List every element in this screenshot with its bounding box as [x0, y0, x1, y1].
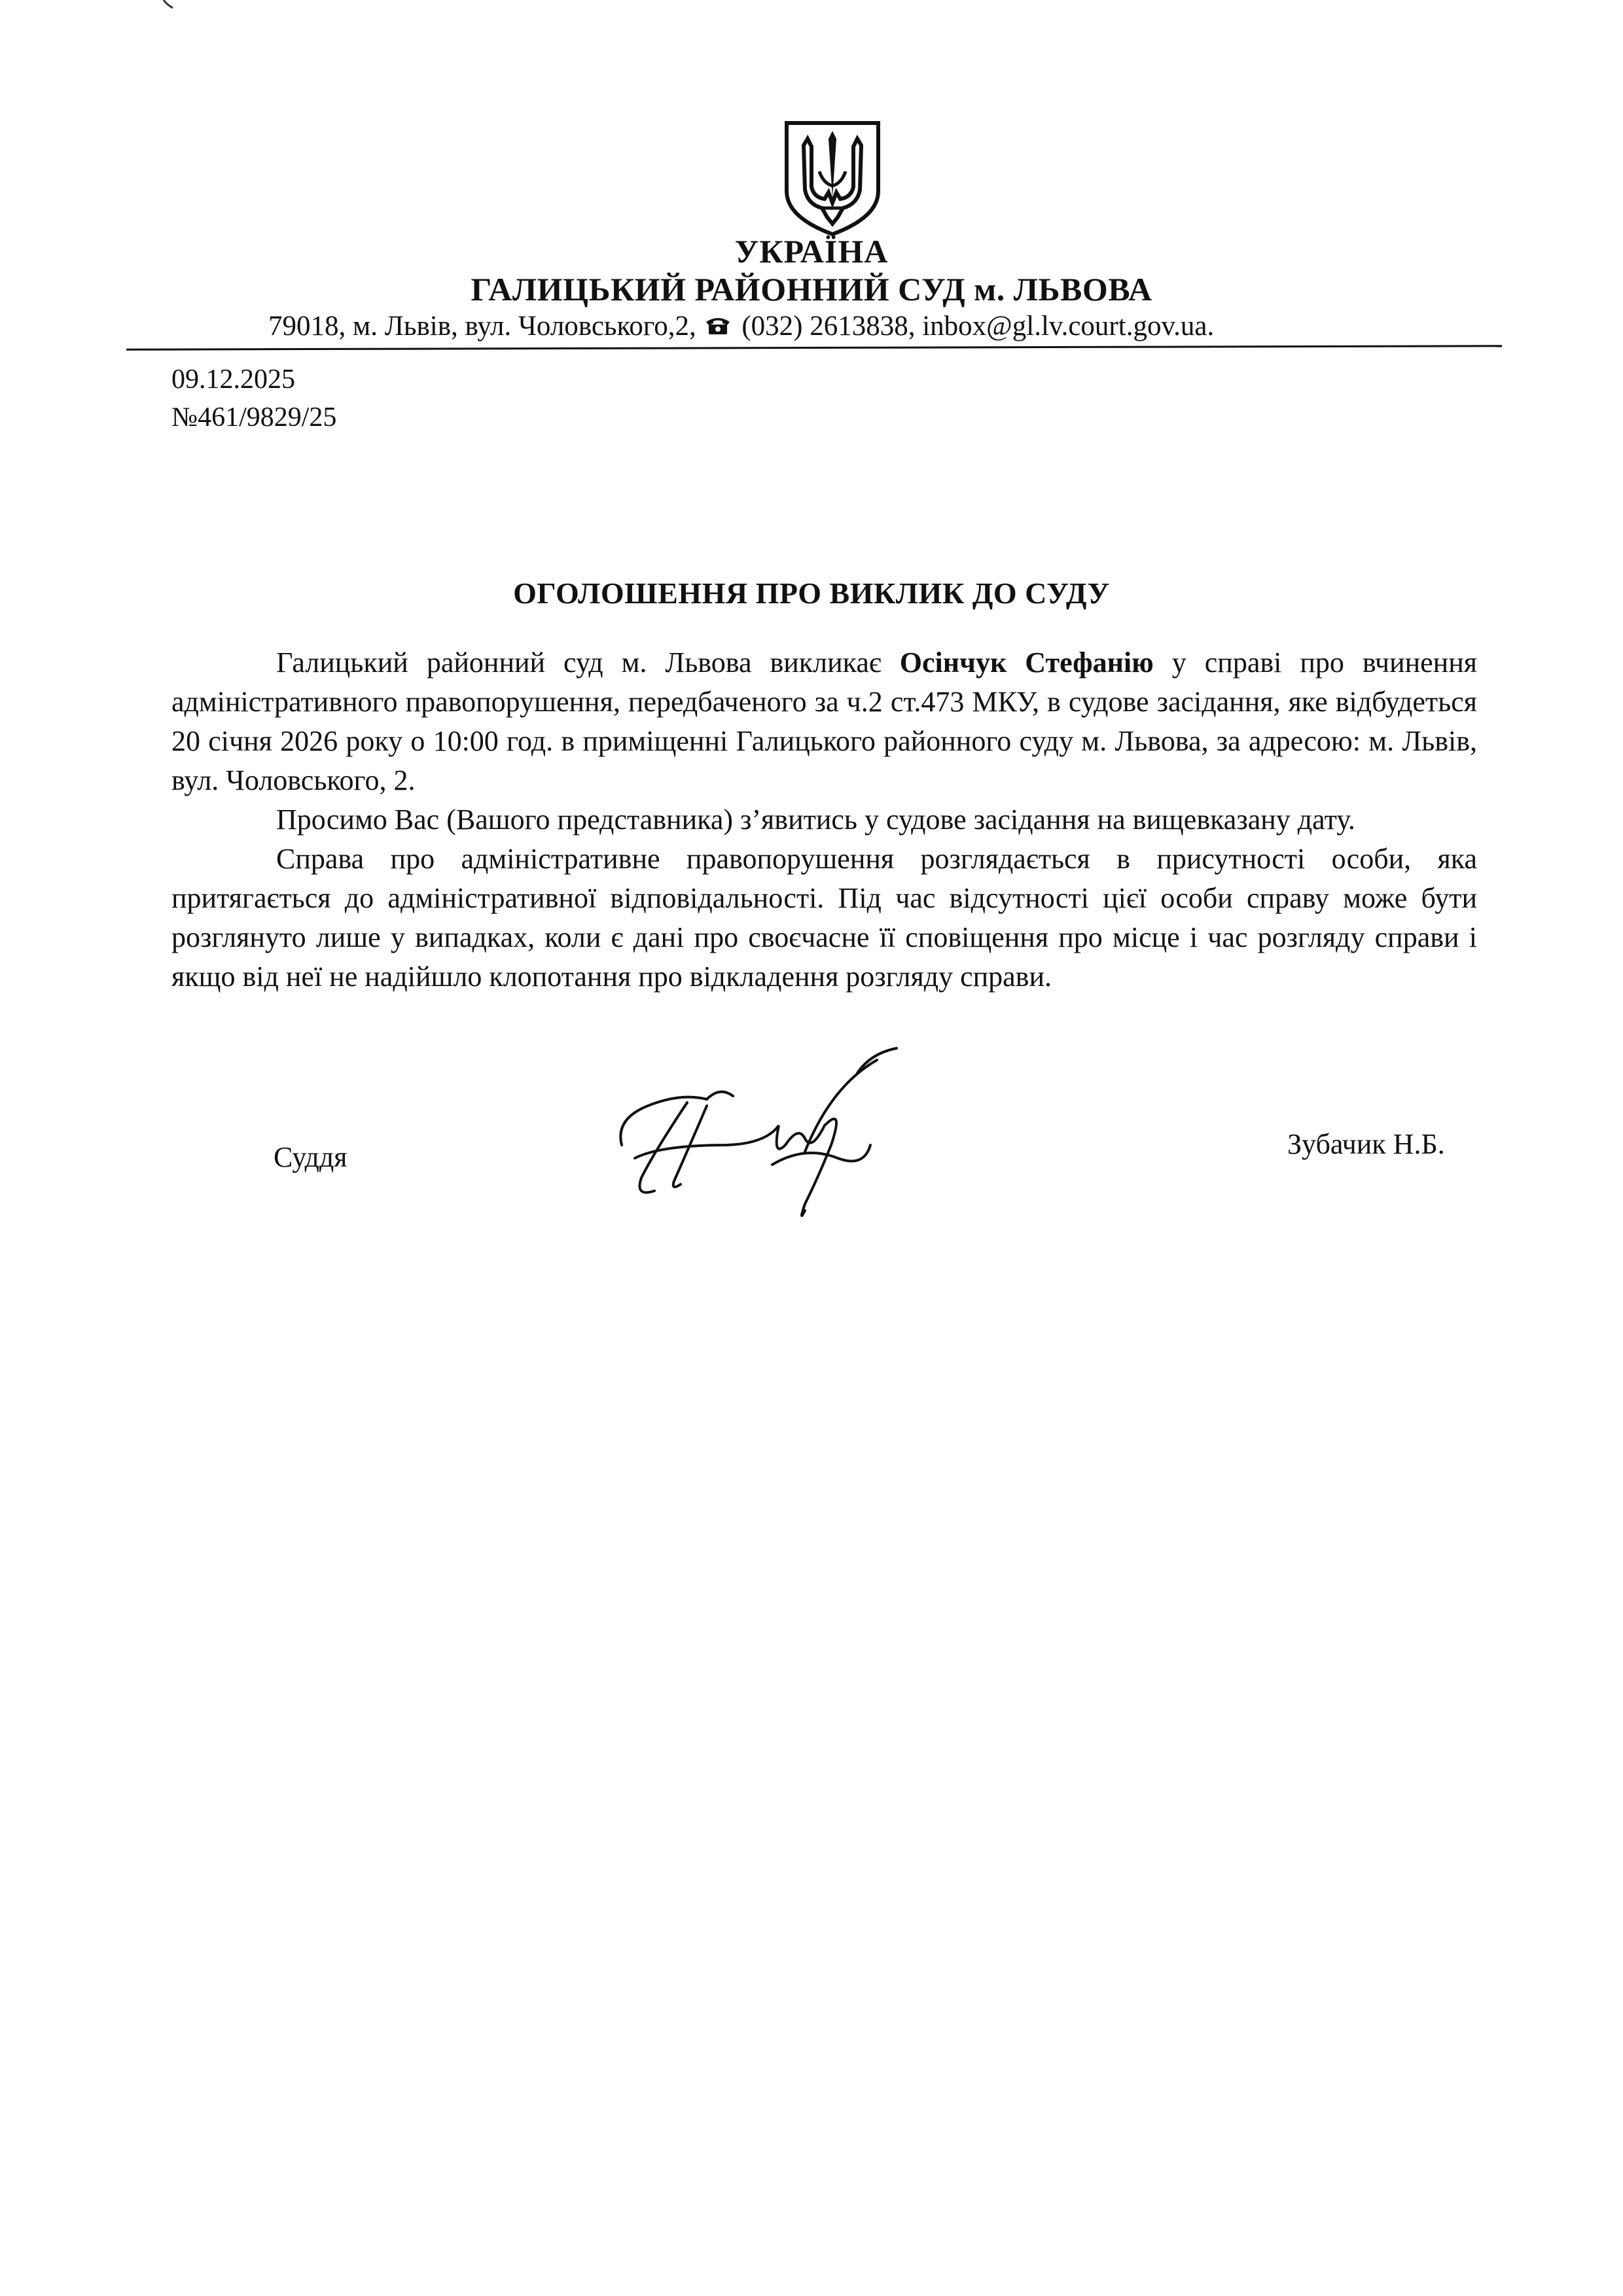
handwritten-signature [609, 1047, 910, 1243]
signer-name: Зубачик Н.Б. [1287, 1128, 1445, 1160]
document-title: ОГОЛОШЕННЯ ПРО ВИКЛИК ДО СУДУ [513, 576, 1110, 610]
paragraph-summons [171, 643, 1477, 800]
paragraph-procedure: Справа про адміністративне правопорушення розглядається в присутності особи, яка притягається до адміністративної відповідальності. Під час відсутності цієї особи справу може бути розглянуто лише у випадках, коли є дані про своєчасне її сповіщення про місце і час розгляду справи і якщо від неї не надійшло клопотання про відкладення розгляду справи. [171, 843, 1477, 993]
paragraph-request: Просимо Вас (Вашого представника) з’явитись у судове засідання на вищевказану дату. [276, 804, 1355, 836]
signer-role: Суддя [274, 1141, 348, 1173]
phone-icon [705, 315, 731, 335]
document-body [171, 643, 1477, 997]
paragraph-summons-start: Галицький районний суд м. Львова викликає [276, 646, 900, 679]
court-phone-email: (032) 2613838, inbox@gl.lv.court.gov.ua. [741, 311, 1215, 342]
scan-corner-mark [13, 0, 183, 20]
court-title: ГАЛИЦЬКИЙ РАЙОННИЙ СУД м. ЛЬВОВА [471, 271, 1152, 308]
court-contacts [268, 310, 1214, 342]
court-address: 79018, м. Львів, вул. Чоловського,2, [268, 311, 696, 342]
header-divider [126, 345, 1502, 351]
paragraph-summons-end: у справі про вчинення адміністративного правопорушення, передбаченого за ч.2 ст.473 МКУ, в судове засідання, яке відбудеться 20 січня 2026 року о 10:00 год. в приміщенні Галицького районного суду м. Львова, за адресою: м. Львів, вул. Чоловського, 2. [171, 646, 1478, 796]
document-date: 09.12.2025 [171, 364, 295, 395]
document-number: №461/9829/25 [171, 402, 337, 433]
summoned-person-name: Осінчук Стефанію [899, 646, 1154, 679]
country-title: УКРАЇНА [734, 233, 889, 270]
coat-of-arms-icon [781, 119, 883, 237]
